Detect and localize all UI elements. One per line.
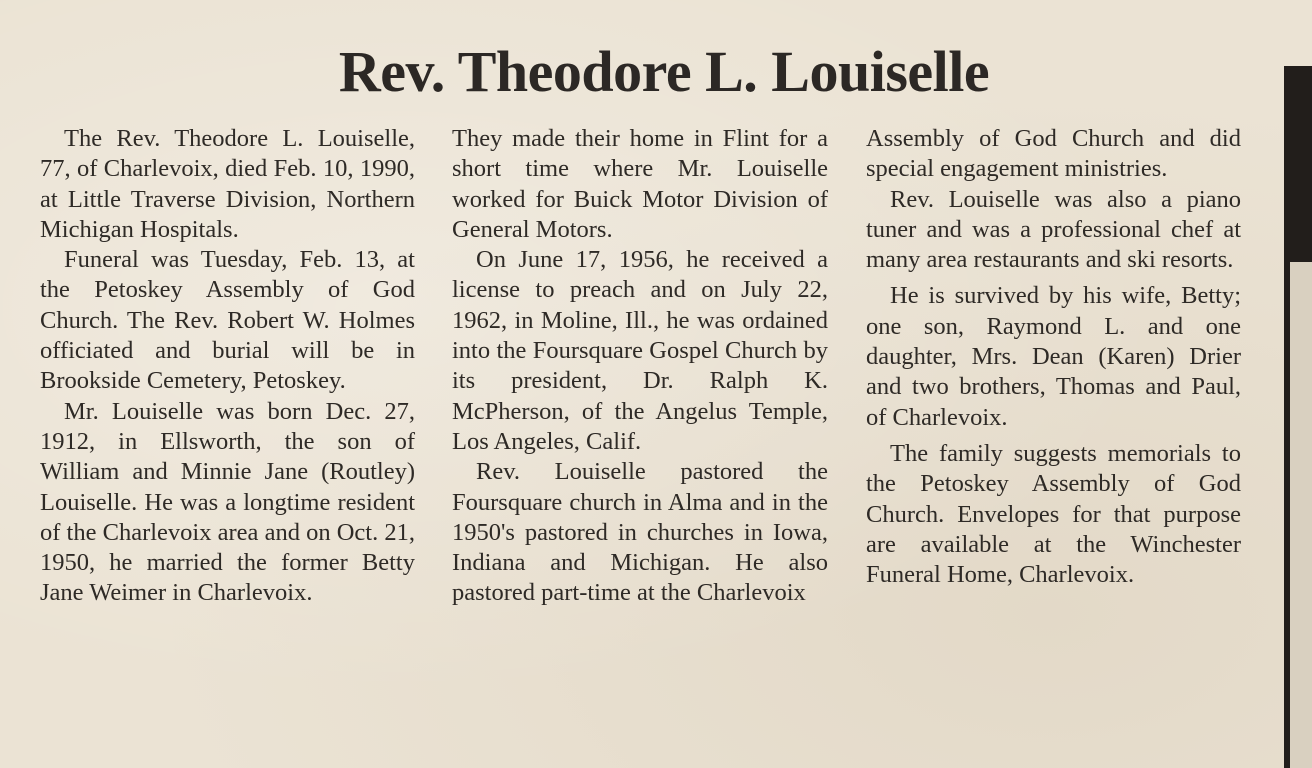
paragraph-pastorates: Rev. Louiselle pastored the Foursquare church in Alma and in the 1950's pastored in churches in Iowa, Indiana and Michigan. He also pastored part-time at the Charlevoix bbox=[452, 458, 828, 607]
paper-strip bbox=[1290, 262, 1312, 768]
paragraph-death-notice: The Rev. Theodore L. Louiselle, 77, of Charlevoix, died Feb. 10, 1990, at Little Traverse Division, Northern Michigan Hospitals. bbox=[40, 125, 415, 243]
paragraph-funeral: Funeral was Tuesday, Feb. 13, at the Petoskey Assembly of God Church. The Rev. Robert W. Holmes officiated and burial will be in Brookside Cemetery, Petoskey. bbox=[40, 246, 415, 395]
article-column-3 bbox=[866, 124, 1241, 590]
adjacent-column-edge bbox=[1284, 66, 1312, 768]
paragraph-memorials: The family suggests memorials to the Petoskey Assembly of God Church. Envelopes for that purpose are available at the Winchester Funeral Home, Charlevoix. bbox=[866, 439, 1241, 589]
obituary-headline: Rev. Theodore L. Louiselle bbox=[338, 39, 990, 104]
article-column-1 bbox=[40, 124, 415, 609]
paragraph-flint: They made their home in Flint for a short time where Mr. Louiselle worked for Buick Motor Division of General Motors. bbox=[452, 125, 828, 243]
paragraph-occupations: Rev. Louiselle was also a piano tuner and was a professional chef at many area restaurants and ski resorts. bbox=[866, 185, 1241, 274]
paragraph-ministries: Assembly of God Church and did special engagement ministries. bbox=[866, 125, 1241, 183]
paragraph-ordination: On June 17, 1956, he received a license to preach and on July 22, 1962, in Moline, Ill., he was ordained into the Foursquare Gospel Church by its president, Dr. Ralph K. McPherson, of the Angelus Temple, Los Angeles, Calif. bbox=[452, 246, 828, 455]
paragraph-biography: Mr. Louiselle was born Dec. 27, 1912, in Ellsworth, the son of William and Minnie Jane (Routley) Louiselle. He was a longtime resident of the Charlevoix area and on Oct. 21, 1950, he married the former Betty Jane Weimer in Charlevoix. bbox=[40, 397, 415, 607]
paragraph-survivors: He is survived by his wife, Betty; one son, Raymond L. and one daughter, Mrs. Dean (Karen) Drier and two brothers, Thomas and Paul, of Charlevoix. bbox=[866, 282, 1241, 431]
article-column-2 bbox=[452, 124, 828, 609]
